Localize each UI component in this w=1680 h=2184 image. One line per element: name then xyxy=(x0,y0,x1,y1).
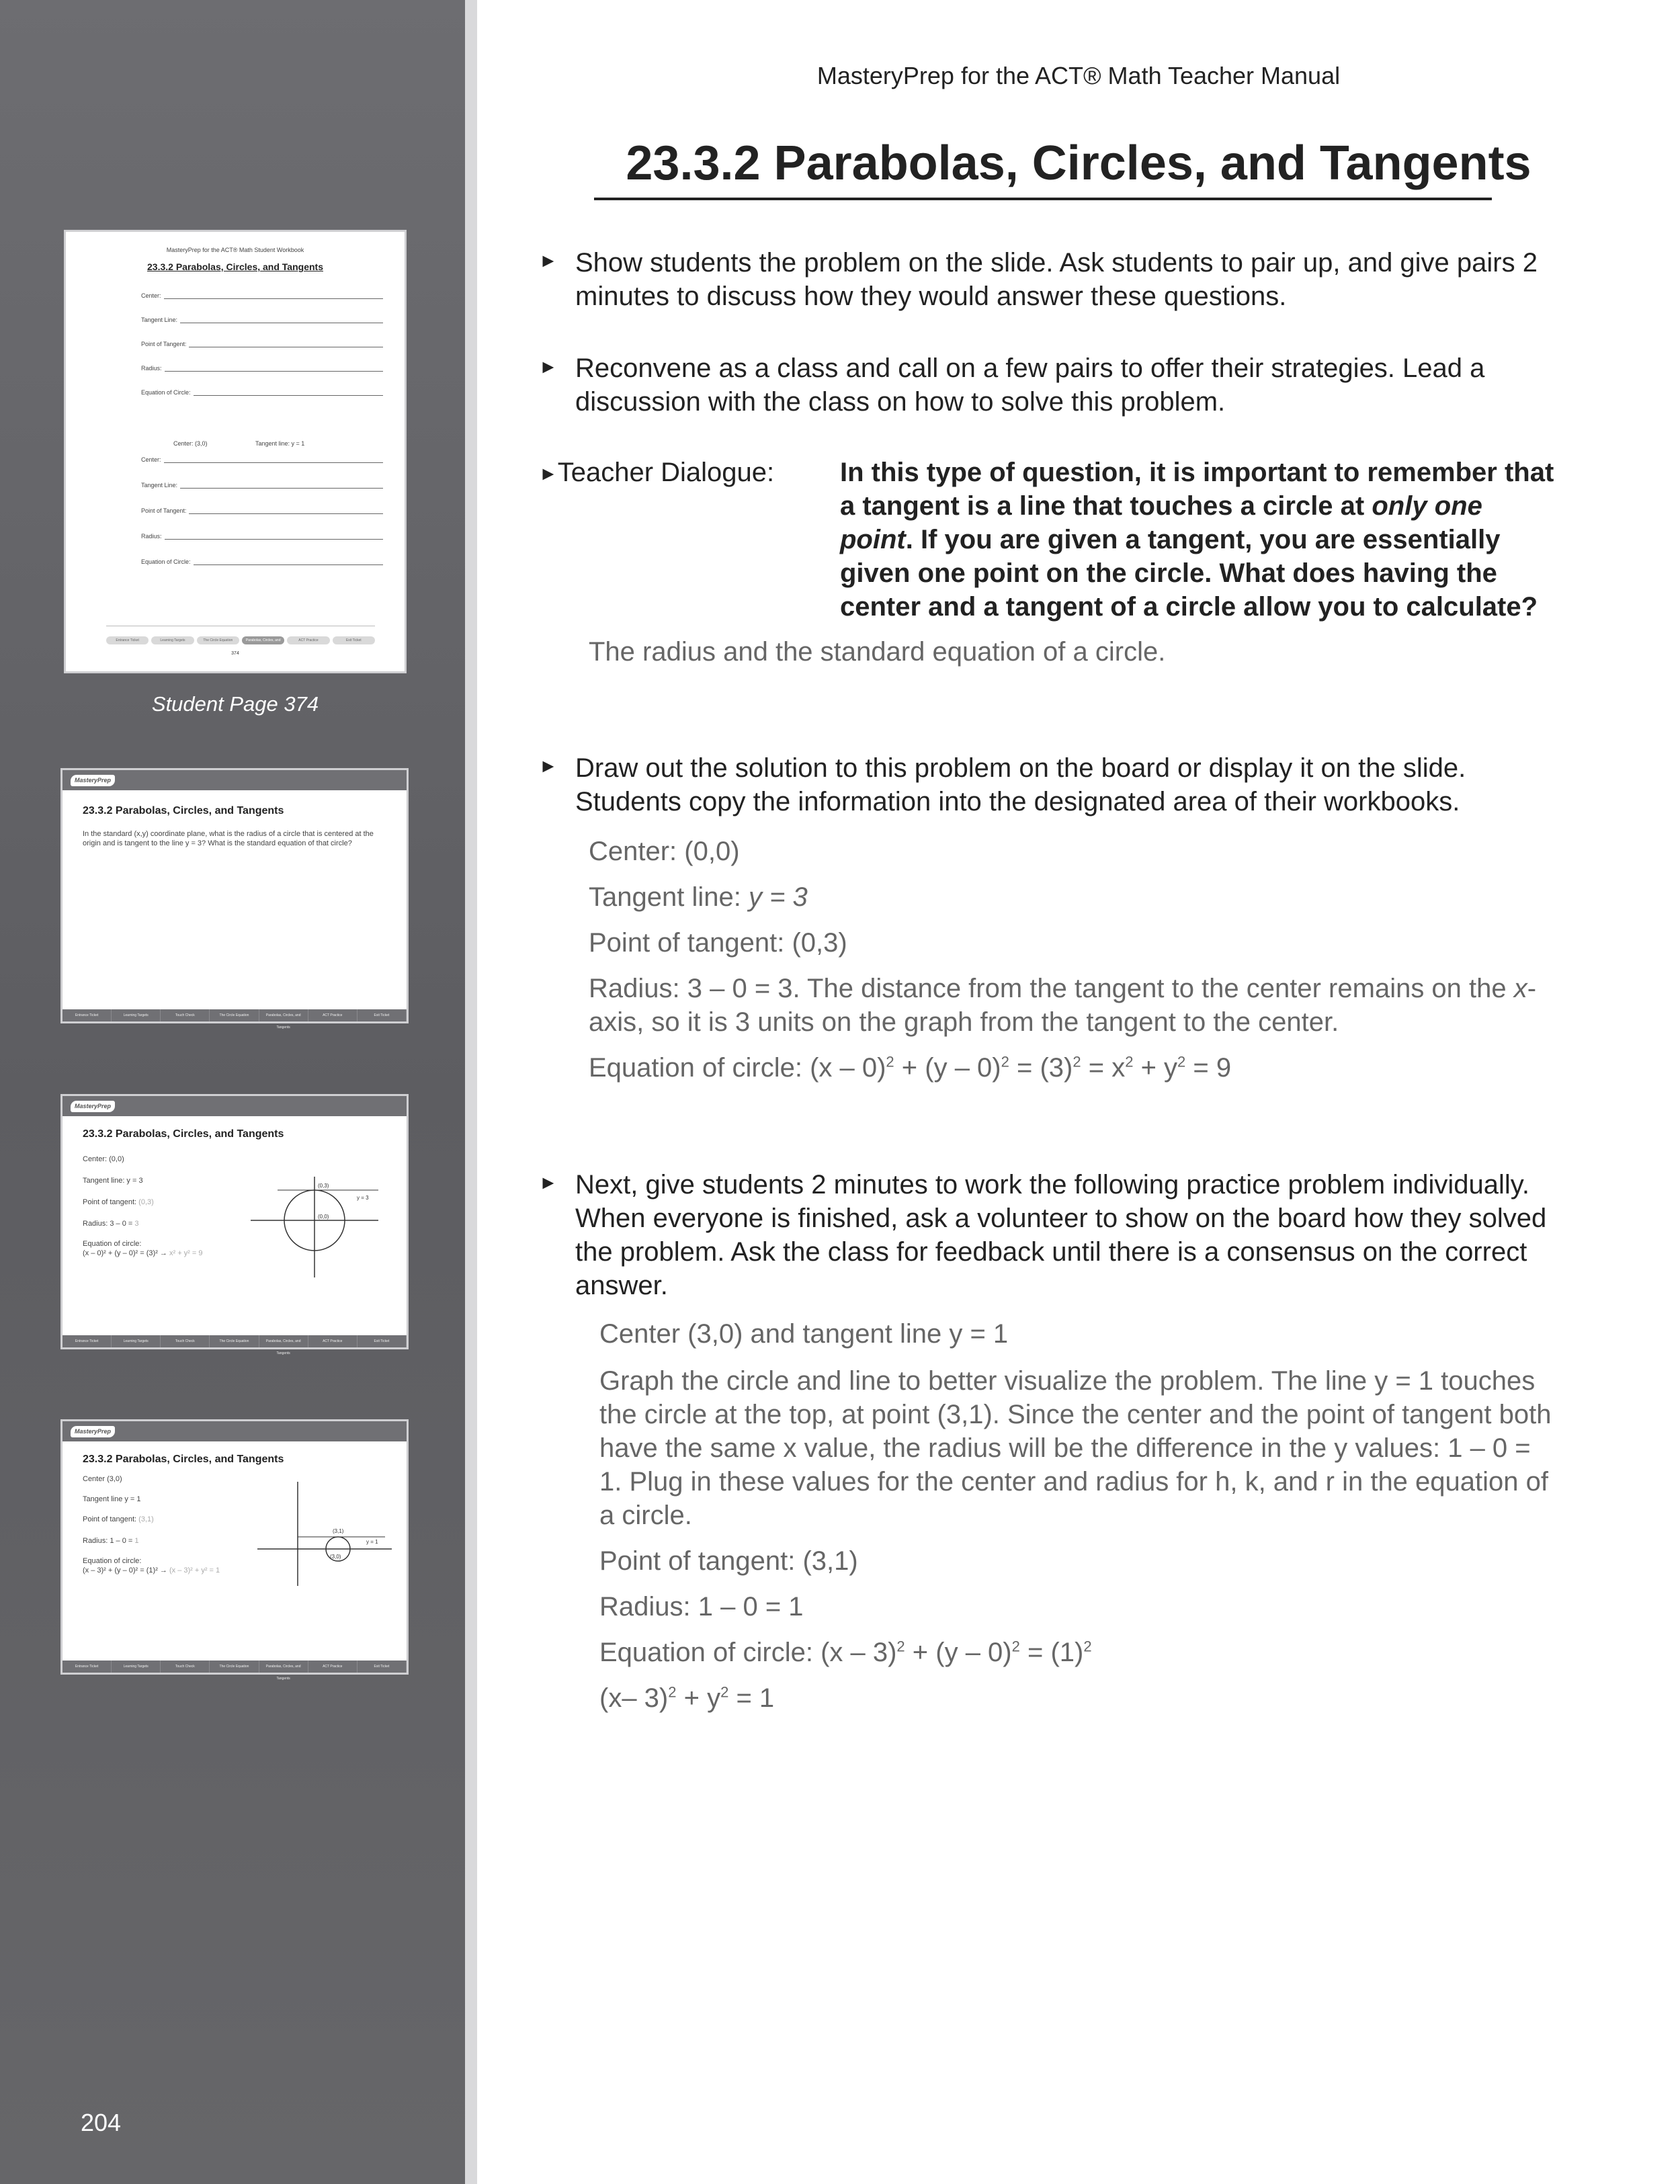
triangle-bullet-icon: ► xyxy=(539,250,558,271)
student-page-title: 23.3.2 Parabolas, Circles, and Tangents xyxy=(147,261,323,272)
student-page-tabs xyxy=(106,636,375,650)
solution-center: Center: (0,0) xyxy=(589,837,740,866)
instruction-paragraph: Draw out the solution to this problem on the board or display it on the slide. Students copy the information into the designated area of their workbooks. xyxy=(575,753,1466,816)
page-number: 204 xyxy=(81,2109,122,2136)
slide-nav-item: Learning Targets xyxy=(112,1661,161,1673)
graph-point-label: (3,1) xyxy=(333,1528,344,1534)
slide-nav-item: ACT Practice xyxy=(308,1009,358,1021)
slide-item: Equation of circle: xyxy=(83,1240,142,1248)
circle-graph xyxy=(251,1475,398,1589)
solution-radius: Radius: 3 – 0 = 3. The distance from the tangent to the center remains on the x-axis, so it is 3 units on the graph from the tangent to the center. xyxy=(589,974,1537,1037)
title-underline xyxy=(594,198,1492,200)
solution-point-of-tangent: Point of tangent: (0,3) xyxy=(589,928,847,958)
given-center: Center: (3,0) xyxy=(173,440,208,447)
dialogue-answer: The radius and the standard equation of a circle. xyxy=(589,637,1166,667)
triangle-bullet-icon: ► xyxy=(539,356,558,377)
slide-nav-item: Parabolas, Circles, and Tangents xyxy=(259,1009,308,1021)
triangle-bullet-icon: ► xyxy=(539,463,558,484)
blank-line: Tangent Line: xyxy=(141,480,383,489)
teacher-dialogue-label: ►Teacher Dialogue: xyxy=(539,458,775,487)
slide-item: (x – 3)² + (y – 0)² = (1)² → (x – 3)² + y² = 1 xyxy=(83,1566,220,1574)
slide-nav xyxy=(62,1335,407,1355)
slide-thumbnail-solution xyxy=(60,1094,409,1355)
slide-title: 23.3.2 Parabolas, Circles, and Tangents xyxy=(83,1128,284,1140)
student-page-header: MasteryPrep for the ACT® Math Student Workbook xyxy=(166,247,304,253)
slide-problem-text: In the standard (x,y) coordinate plane, what is the radius of a circle that is centered at the origin and is tangent to the line y = 3? What is the standard equation of that circle? xyxy=(83,830,374,847)
slide-item: Radius: 1 – 0 = 1 xyxy=(83,1537,139,1545)
slide-top-bar xyxy=(62,1096,407,1116)
slide-top-bar xyxy=(62,770,407,790)
slide-nav-item: Learning Targets xyxy=(112,1335,161,1347)
slide-item: Center: (0,0) xyxy=(83,1155,124,1163)
practice-equation: Equation of circle: $(x - 3)^2 + (y - 0)^2 = (1)^2$ xyxy=(599,1638,1092,1667)
masteryprep-logo: MasteryPrep xyxy=(71,1101,115,1112)
graph-line-label: y = 3 xyxy=(357,1195,369,1201)
sidebar-edge xyxy=(465,0,477,2184)
practice-radius: Radius: 1 – 0 = 1 xyxy=(599,1592,804,1622)
tab: Exit Ticket xyxy=(333,636,375,644)
blank-line: Radius: xyxy=(141,532,383,540)
slide-nav-item: The Circle Equation xyxy=(210,1335,259,1347)
blank-line: Radius: xyxy=(141,364,383,372)
tab-active: Parabolas, Circles, and Tangents xyxy=(242,636,284,644)
page-title: 23.3.2 Parabolas, Circles, and Tangents xyxy=(626,136,1531,190)
slide-nav-item: Entrance Ticket xyxy=(62,1661,112,1673)
practice-given: Center (3,0) and tangent line y = 1 xyxy=(599,1319,1009,1349)
slide-item: Center (3,0) xyxy=(83,1475,122,1483)
slide-item: Point of tangent: (3,1) xyxy=(83,1515,154,1523)
slide-nav-item: ACT Practice xyxy=(308,1661,358,1673)
solution-tangent-line: Tangent line: y = 3 xyxy=(589,882,808,912)
instruction-paragraph: Show students the problem on the slide. Ask students to pair up, and give pairs 2 minutes to discuss how they would answer these questions. xyxy=(575,248,1538,311)
slide-nav-item: Parabolas, Circles, and Tangents xyxy=(259,1335,308,1347)
graph-point-label: (0,3) xyxy=(318,1183,329,1189)
slide-item: Tangent line: y = 3 xyxy=(83,1177,143,1185)
slide-item: Tangent line y = 1 xyxy=(83,1495,141,1503)
slide-thumbnail-problem xyxy=(60,768,409,1030)
blank-line: Center: xyxy=(141,455,383,463)
slide-nav xyxy=(62,1009,407,1030)
graph-center-label: (0,0) xyxy=(318,1214,329,1220)
tab: ACT Practice xyxy=(287,636,329,644)
masteryprep-logo: MasteryPrep xyxy=(71,775,115,786)
given-tangent: Tangent line: y = 1 xyxy=(255,440,305,447)
blank-line: Center: xyxy=(141,291,383,299)
slide-item: Radius: 3 – 0 = 3 xyxy=(83,1220,139,1228)
solution-equation: Equation of circle: $(x - 0)^2 + (y - 0)^2 = (3)^2 = x^2 + y^2 = 9$ xyxy=(589,1053,1232,1083)
slide-nav-item: Touch Check xyxy=(161,1335,210,1347)
slide-title: 23.3.2 Parabolas, Circles, and Tangents xyxy=(83,805,284,816)
triangle-bullet-icon: ► xyxy=(539,1172,558,1193)
practice-point-of-tangent: Point of tangent: (3,1) xyxy=(599,1546,858,1576)
slide-title: 23.3.2 Parabolas, Circles, and Tangents xyxy=(83,1454,284,1465)
slide-nav-item: Exit Ticket xyxy=(358,1335,407,1347)
blank-line: Point of Tangent: xyxy=(141,506,383,514)
slide-nav-item: Learning Targets xyxy=(112,1009,161,1021)
instruction-paragraph: Next, give students 2 minutes to work the following practice problem individually. When everyone is finished, ask a volunteer to show on the board how they solved the problem. Ask the class for feedback until there is a consensus on the correct answer. xyxy=(575,1170,1547,1300)
slide-nav-item: Exit Ticket xyxy=(358,1661,407,1673)
slide-nav xyxy=(62,1661,407,1681)
slide-nav-item: Touch Check xyxy=(161,1009,210,1021)
student-page-caption: Student Page 374 xyxy=(151,692,319,716)
circle-graph xyxy=(244,1170,385,1284)
practice-explanation: Graph the circle and line to better visualize the problem. The line y = 1 touches the circle at the top, at point (3,1). Since the center and the point of tangent both have the same x value, the radius will be the difference in the y values: 1 – 0 = 1. Plug in these values for the center and radius for h, k, and r in the equation of a circle. xyxy=(599,1366,1552,1530)
masteryprep-logo: MasteryPrep xyxy=(71,1426,115,1437)
slide-nav-item: Entrance Ticket xyxy=(62,1335,112,1347)
slide-nav-item: Entrance Ticket xyxy=(62,1009,112,1021)
slide-nav-item: Touch Check xyxy=(161,1661,210,1673)
slide-item: (x – 0)² + (y – 0)² = (3)² → x² + y² = 9 xyxy=(83,1249,203,1257)
slide-thumbnail-practice xyxy=(60,1419,409,1681)
slide-item: Equation of circle: xyxy=(83,1557,142,1565)
student-page-thumbnail xyxy=(64,230,407,673)
triangle-bullet-icon: ► xyxy=(539,755,558,776)
blank-line: Equation of Circle: xyxy=(141,388,383,396)
slide-top-bar xyxy=(62,1421,407,1441)
practice-simplified-equation: (x– $3)^2 + y^2 = 1$ xyxy=(599,1683,775,1713)
slide-nav-item: Parabolas, Circles, and Tangents xyxy=(259,1661,308,1673)
teacher-dialogue-text: In this type of question, it is important to remember that a tangent is a line that touches a circle at only one point. If you are given a tangent, you are essentially given one point on the circle. What does having the center and a tangent of a circle allow you to calculate? xyxy=(840,458,1554,622)
tab: Entrance Ticket xyxy=(106,636,149,644)
student-page-number: 374 xyxy=(231,651,239,656)
blank-line: Tangent Line: xyxy=(141,315,383,323)
blank-line: Equation of Circle: xyxy=(141,557,383,565)
tab: The Circle Equation xyxy=(197,636,239,644)
slide-nav-item: The Circle Equation xyxy=(210,1661,259,1673)
slide-nav-item: ACT Practice xyxy=(308,1335,358,1347)
blank-line: Point of Tangent: xyxy=(141,339,383,347)
tab: Learning Targets xyxy=(151,636,194,644)
graph-center-label: (3,0) xyxy=(330,1554,341,1560)
instruction-paragraph: Reconvene as a class and call on a few pairs to offer their strategies. Lead a discussion with the class on how to solve this problem. xyxy=(575,353,1485,417)
slide-nav-item: The Circle Equation xyxy=(210,1009,259,1021)
running-header: MasteryPrep for the ACT® Math Teacher Manual xyxy=(816,62,1341,89)
slide-nav-item: Exit Ticket xyxy=(358,1009,407,1021)
graph-line-label: y = 1 xyxy=(366,1539,378,1545)
slide-item: Point of tangent: (0,3) xyxy=(83,1198,154,1206)
